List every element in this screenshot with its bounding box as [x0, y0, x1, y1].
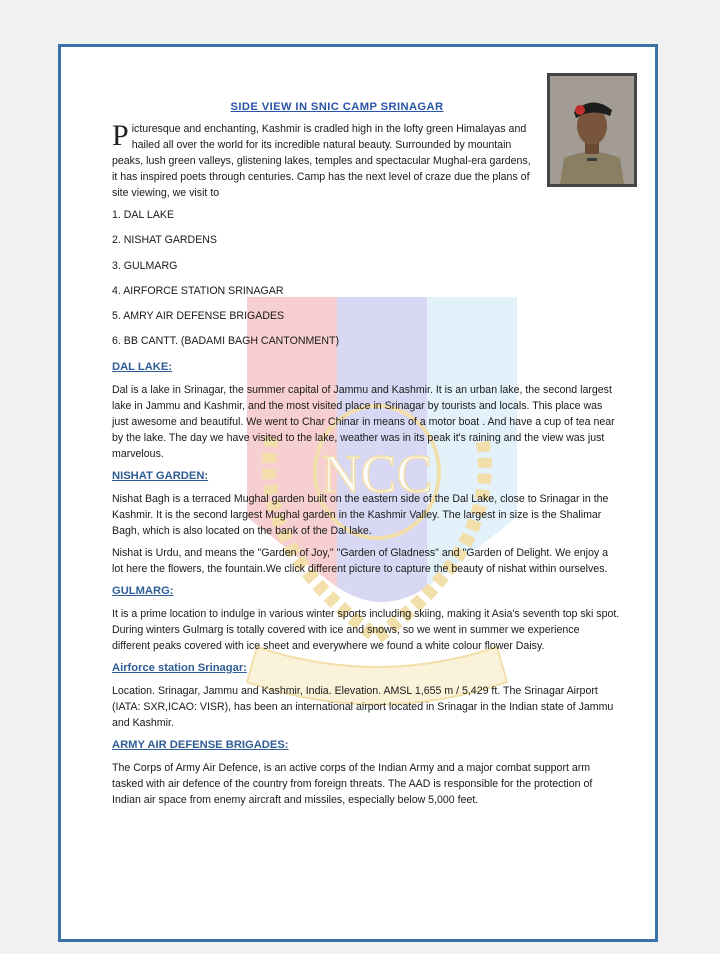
- section-heading-dal-lake: DAL LAKE:: [112, 360, 173, 373]
- emblem-text: NCC: [321, 444, 433, 504]
- list-item: 1. DAL LAKE: [112, 209, 175, 221]
- list-item: 5. AMRY AIR DEFENSE BRIGADES: [112, 310, 285, 323]
- list-item: 3. GULMARG: [112, 259, 178, 272]
- section-heading-airforce: Airforce station Srinagar:: [112, 661, 247, 674]
- section-paragraph: Nishat Bagh is a terraced Mughal garden built on the eastern side of the Dal Lake, close to Srinagar in the Kashmir. It is the second largest Mughal garden in the Kashmir Valley. The largest in size is the Shalimar Bagh, which is also located on the bank of the Dal lake.: [112, 492, 609, 537]
- section-paragraph: The Corps of Army Air Defence, is an active corps of the Indian Army and a major combat support arm tasked with air defence of the country from foreign threats. The AAD is responsible for the protection of Indian air space from enemy aircraft and missiles, especially below 5,000 feet.: [112, 761, 593, 806]
- list-item: 6. BB CANTT. (BADAMI BAGH CANTONMENT): [112, 335, 340, 348]
- section-paragraph: Location. Srinagar, Jammu and Kashmir, India. Elevation. AMSL 1,655 m / 5,429 ft. The Srinagar Airport (IATA: SXR,ICAO: VISR), has been an international airport located in Srinagar in the Indian state of Jammu and Kashmir.: [112, 684, 614, 729]
- section-paragraph: Nishat is Urdu, and means the "Garden of Joy," "Garden of Gladness" and "Garden of Delight. We enjoy a lot here the flowers, the fountain.We click different picture to capture the beauty of nishat within ourselves.: [112, 546, 608, 575]
- intro-paragraph: [112, 121, 538, 201]
- drop-cap: P: [112, 119, 129, 152]
- list-item: 4. AIRFORCE STATION SRINAGAR: [112, 284, 284, 297]
- section-heading-gulmarg: GULMARG:: [112, 584, 174, 597]
- intro-text: icturesque and enchanting, Kashmir is cradled high in the lofty green Himalayas and hailed all over the world for its incredible natural beauty. Surrounded by mountain peaks, lush green valleys, glistening lakes, temples and spectacular Mughal-era gardens, it has inspired poets through centuries. Camp has the next level of craze due the plans of site viewing, we visit to: [112, 123, 531, 199]
- document-page: [58, 44, 658, 942]
- section-paragraph: It is a prime location to indulge in various winter sports including skiing, making it Asia's seventh top ski spot. During winters Gulmarg is totally covered with ice and snows, so we went in summer we experience different peaks covered with ice sheet and everywhere we found a white colour flower Daisy.: [112, 607, 620, 652]
- visit-list: [112, 207, 620, 359]
- section-heading-army-air-defense: ARMY AIR DEFENSE BRIGADES:: [112, 738, 289, 751]
- document-body: [112, 99, 620, 814]
- list-item: 2. NISHAT GARDENS: [112, 234, 217, 247]
- section-paragraph: Dal is a lake in Srinagar, the summer capital of Jammu and Kashmir. It is an urban lake, the second largest lake in Jammu and Kashmir, and the most visited place in Srinagar by tourists and locals. This place was just awesome and beautiful. We went to Char Chinar in means of a motor boat . And have a cup of tea near by the lake. The day we have visited to the lake, weather was in its peak it's raining and the view was just marvelous.: [112, 383, 615, 460]
- page-title: SIDE VIEW IN SNIC CAMP SRINAGAR: [230, 101, 444, 113]
- section-heading-nishat-garden: NISHAT GARDEN:: [112, 469, 209, 482]
